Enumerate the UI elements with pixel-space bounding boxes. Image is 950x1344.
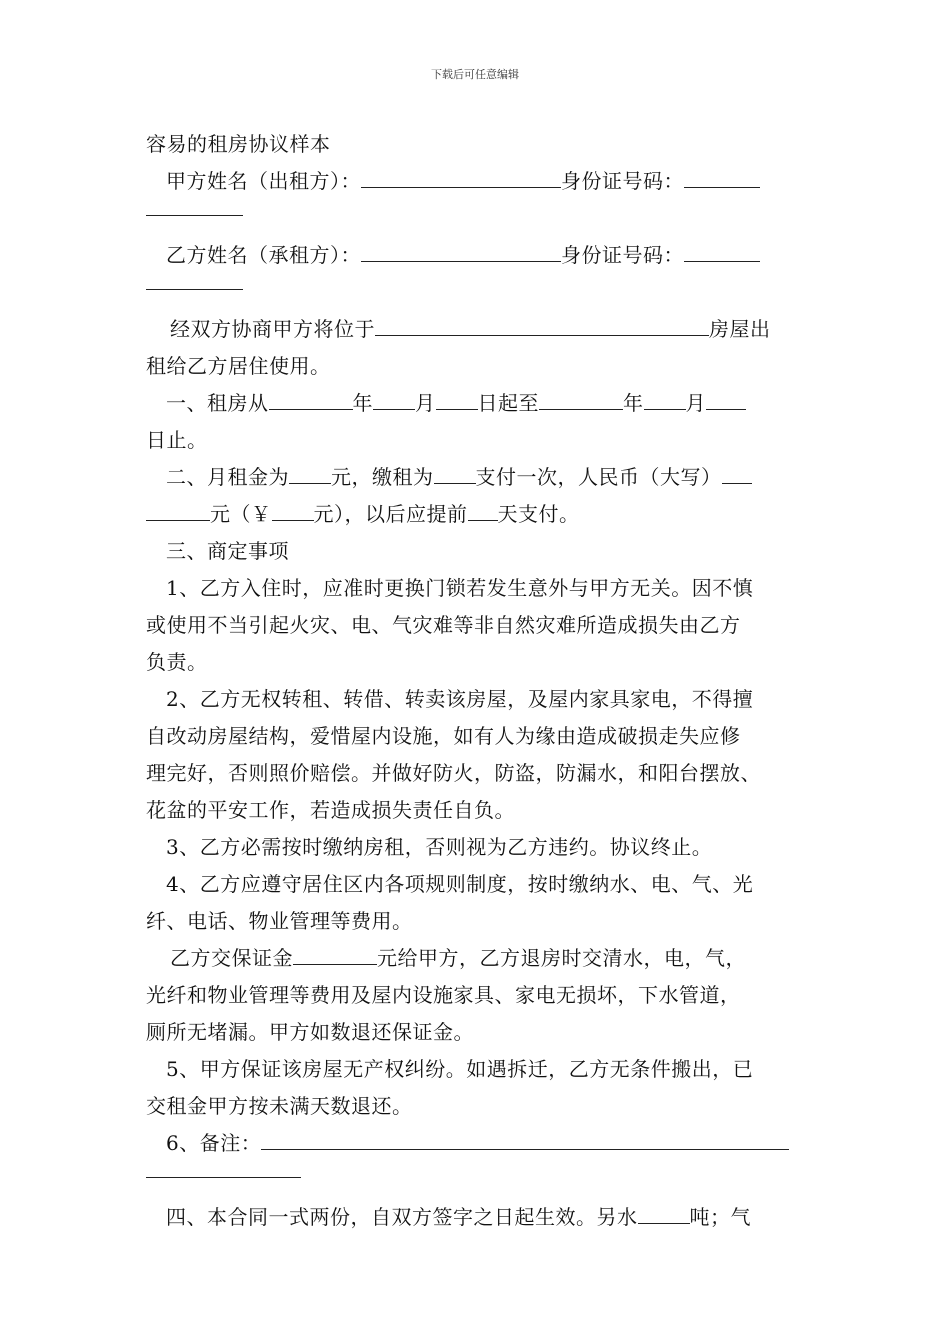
remarks-blank[interactable] (261, 1131, 789, 1150)
remarks-blank-continued[interactable] (146, 1177, 301, 1178)
item-4-line-2: 纤、电话、物业管理等费用。 (146, 909, 413, 933)
rent-uppercase-blank-continued[interactable] (146, 502, 210, 521)
party-a-name-blank[interactable] (361, 169, 561, 188)
item-1-line-2: 或使用不当引起火灾、电、气灾难等非自然灾难所造成损失由乙方 (146, 613, 741, 637)
start-year-blank[interactable] (269, 391, 353, 410)
party-b-id-label: 身份证号码： (561, 243, 684, 267)
item-5-line-2: 交租金甲方按未满天数退还。 (146, 1094, 413, 1118)
rent-uppercase-blank[interactable] (722, 465, 752, 484)
party-b-id-blank[interactable] (684, 243, 760, 262)
intro-post: 房屋出 (709, 317, 771, 341)
item-1-line-3: 负责。 (146, 650, 208, 674)
deposit-post: 元给甲方，乙方退房时交清水，电，气， (377, 946, 746, 970)
party-a-line (146, 163, 810, 237)
term-month-1: 月 (415, 391, 436, 415)
item-3: 3、乙方必需按时缴纳房租，否则视为乙方违约。协议终止。 (166, 835, 713, 859)
section-4-pre: 四、本合同一式两份，自双方签字之日起生效。另水 (166, 1205, 638, 1229)
section-4-line (146, 1199, 810, 1236)
item-6-line (146, 1125, 810, 1199)
party-a-id-blank-continued[interactable] (146, 215, 243, 216)
rent-advance: 元），以后应提前 (313, 502, 468, 526)
intro-pre: 经双方协商甲方将位于 (170, 317, 375, 341)
start-month-blank[interactable] (373, 391, 415, 410)
section-4-ton: 吨；气 (689, 1205, 751, 1229)
advance-days-blank[interactable] (468, 502, 498, 521)
party-a-id-blank[interactable] (684, 169, 760, 188)
rent-pre: 二、月租金为 (166, 465, 289, 489)
party-a-id-label: 身份证号码： (561, 169, 684, 193)
deposit-pre: 乙方交保证金 (170, 946, 293, 970)
rent-line-2 (146, 496, 810, 533)
property-location-blank[interactable] (375, 317, 709, 336)
monthly-rent-blank[interactable] (289, 465, 331, 484)
item-2-line-1: 2、乙方无权转租、转借、转卖该房屋，及屋内家具家电，不得擅 (166, 687, 754, 711)
item-2-line-4: 花盆的平安工作，若造成损失责任自负。 (146, 798, 515, 822)
page-header-note: 下载后可任意编辑 (431, 68, 519, 81)
deposit-line-3: 厕所无堵漏。甲方如数退还保证金。 (146, 1020, 474, 1044)
remarks-label: 6、备注： (166, 1131, 262, 1155)
rent-line-1 (146, 459, 810, 496)
end-day-blank[interactable] (706, 391, 746, 410)
party-b-name-blank[interactable] (361, 243, 561, 262)
term-pre: 一、租房从 (166, 391, 269, 415)
item-4-line-1: 4、乙方应遵守居住区内各项规则制度，按时缴纳水、电、气、光 (166, 872, 754, 896)
term-month-2: 月 (685, 391, 706, 415)
term-line (146, 385, 810, 422)
rent-yuan-comma: 元，缴租为 (331, 465, 434, 489)
intro-line-1 (146, 311, 810, 348)
party-b-line (146, 237, 810, 311)
start-day-blank[interactable] (436, 391, 478, 410)
item-2-line-2: 自改动房屋结构，爱惜屋内设施，如有人为缘由造成破损走失应修 (146, 724, 741, 748)
item-5-line-1: 5、甲方保证该房屋无产权纠纷。如遇拆迁，乙方无条件搬出，已 (166, 1057, 754, 1081)
term-day-from: 日起至 (477, 391, 539, 415)
item-1-line-1: 1、乙方入住时，应准时更换门锁若发生意外与甲方无关。因不慎 (166, 576, 754, 600)
rent-pay-once: 支付一次，人民币（大写） (475, 465, 722, 489)
water-tons-blank[interactable] (638, 1205, 690, 1224)
intro-line-2: 租给乙方居住使用。 (146, 354, 331, 378)
term-year-2: 年 (623, 391, 644, 415)
rent-end: 天支付。 (497, 502, 580, 526)
rent-amount-blank[interactable] (272, 502, 314, 521)
end-month-blank[interactable] (644, 391, 686, 410)
end-year-blank[interactable] (539, 391, 623, 410)
party-b-label: 乙方姓名（承租方）： (166, 243, 361, 267)
deposit-line-1 (146, 940, 810, 977)
section-3-heading: 三、商定事项 (166, 539, 289, 563)
term-end: 日止。 (146, 428, 208, 452)
item-2-line-3: 理完好，否则照价赔偿。并做好防火，防盗，防漏水，和阳台摆放、 (146, 761, 761, 785)
agreement-document (146, 126, 810, 1236)
party-b-id-blank-continued[interactable] (146, 289, 243, 290)
deposit-line-2: 光纤和物业管理等费用及屋内设施家具、家电无损坏，下水管道， (146, 983, 741, 1007)
document-title: 容易的租房协议样本 (146, 132, 331, 156)
party-a-label: 甲方姓名（出租方）： (166, 169, 361, 193)
pay-period-blank[interactable] (434, 465, 476, 484)
term-year-1: 年 (352, 391, 373, 415)
rent-yuan-symbol: 元（￥ (210, 502, 272, 526)
deposit-amount-blank[interactable] (293, 946, 377, 965)
